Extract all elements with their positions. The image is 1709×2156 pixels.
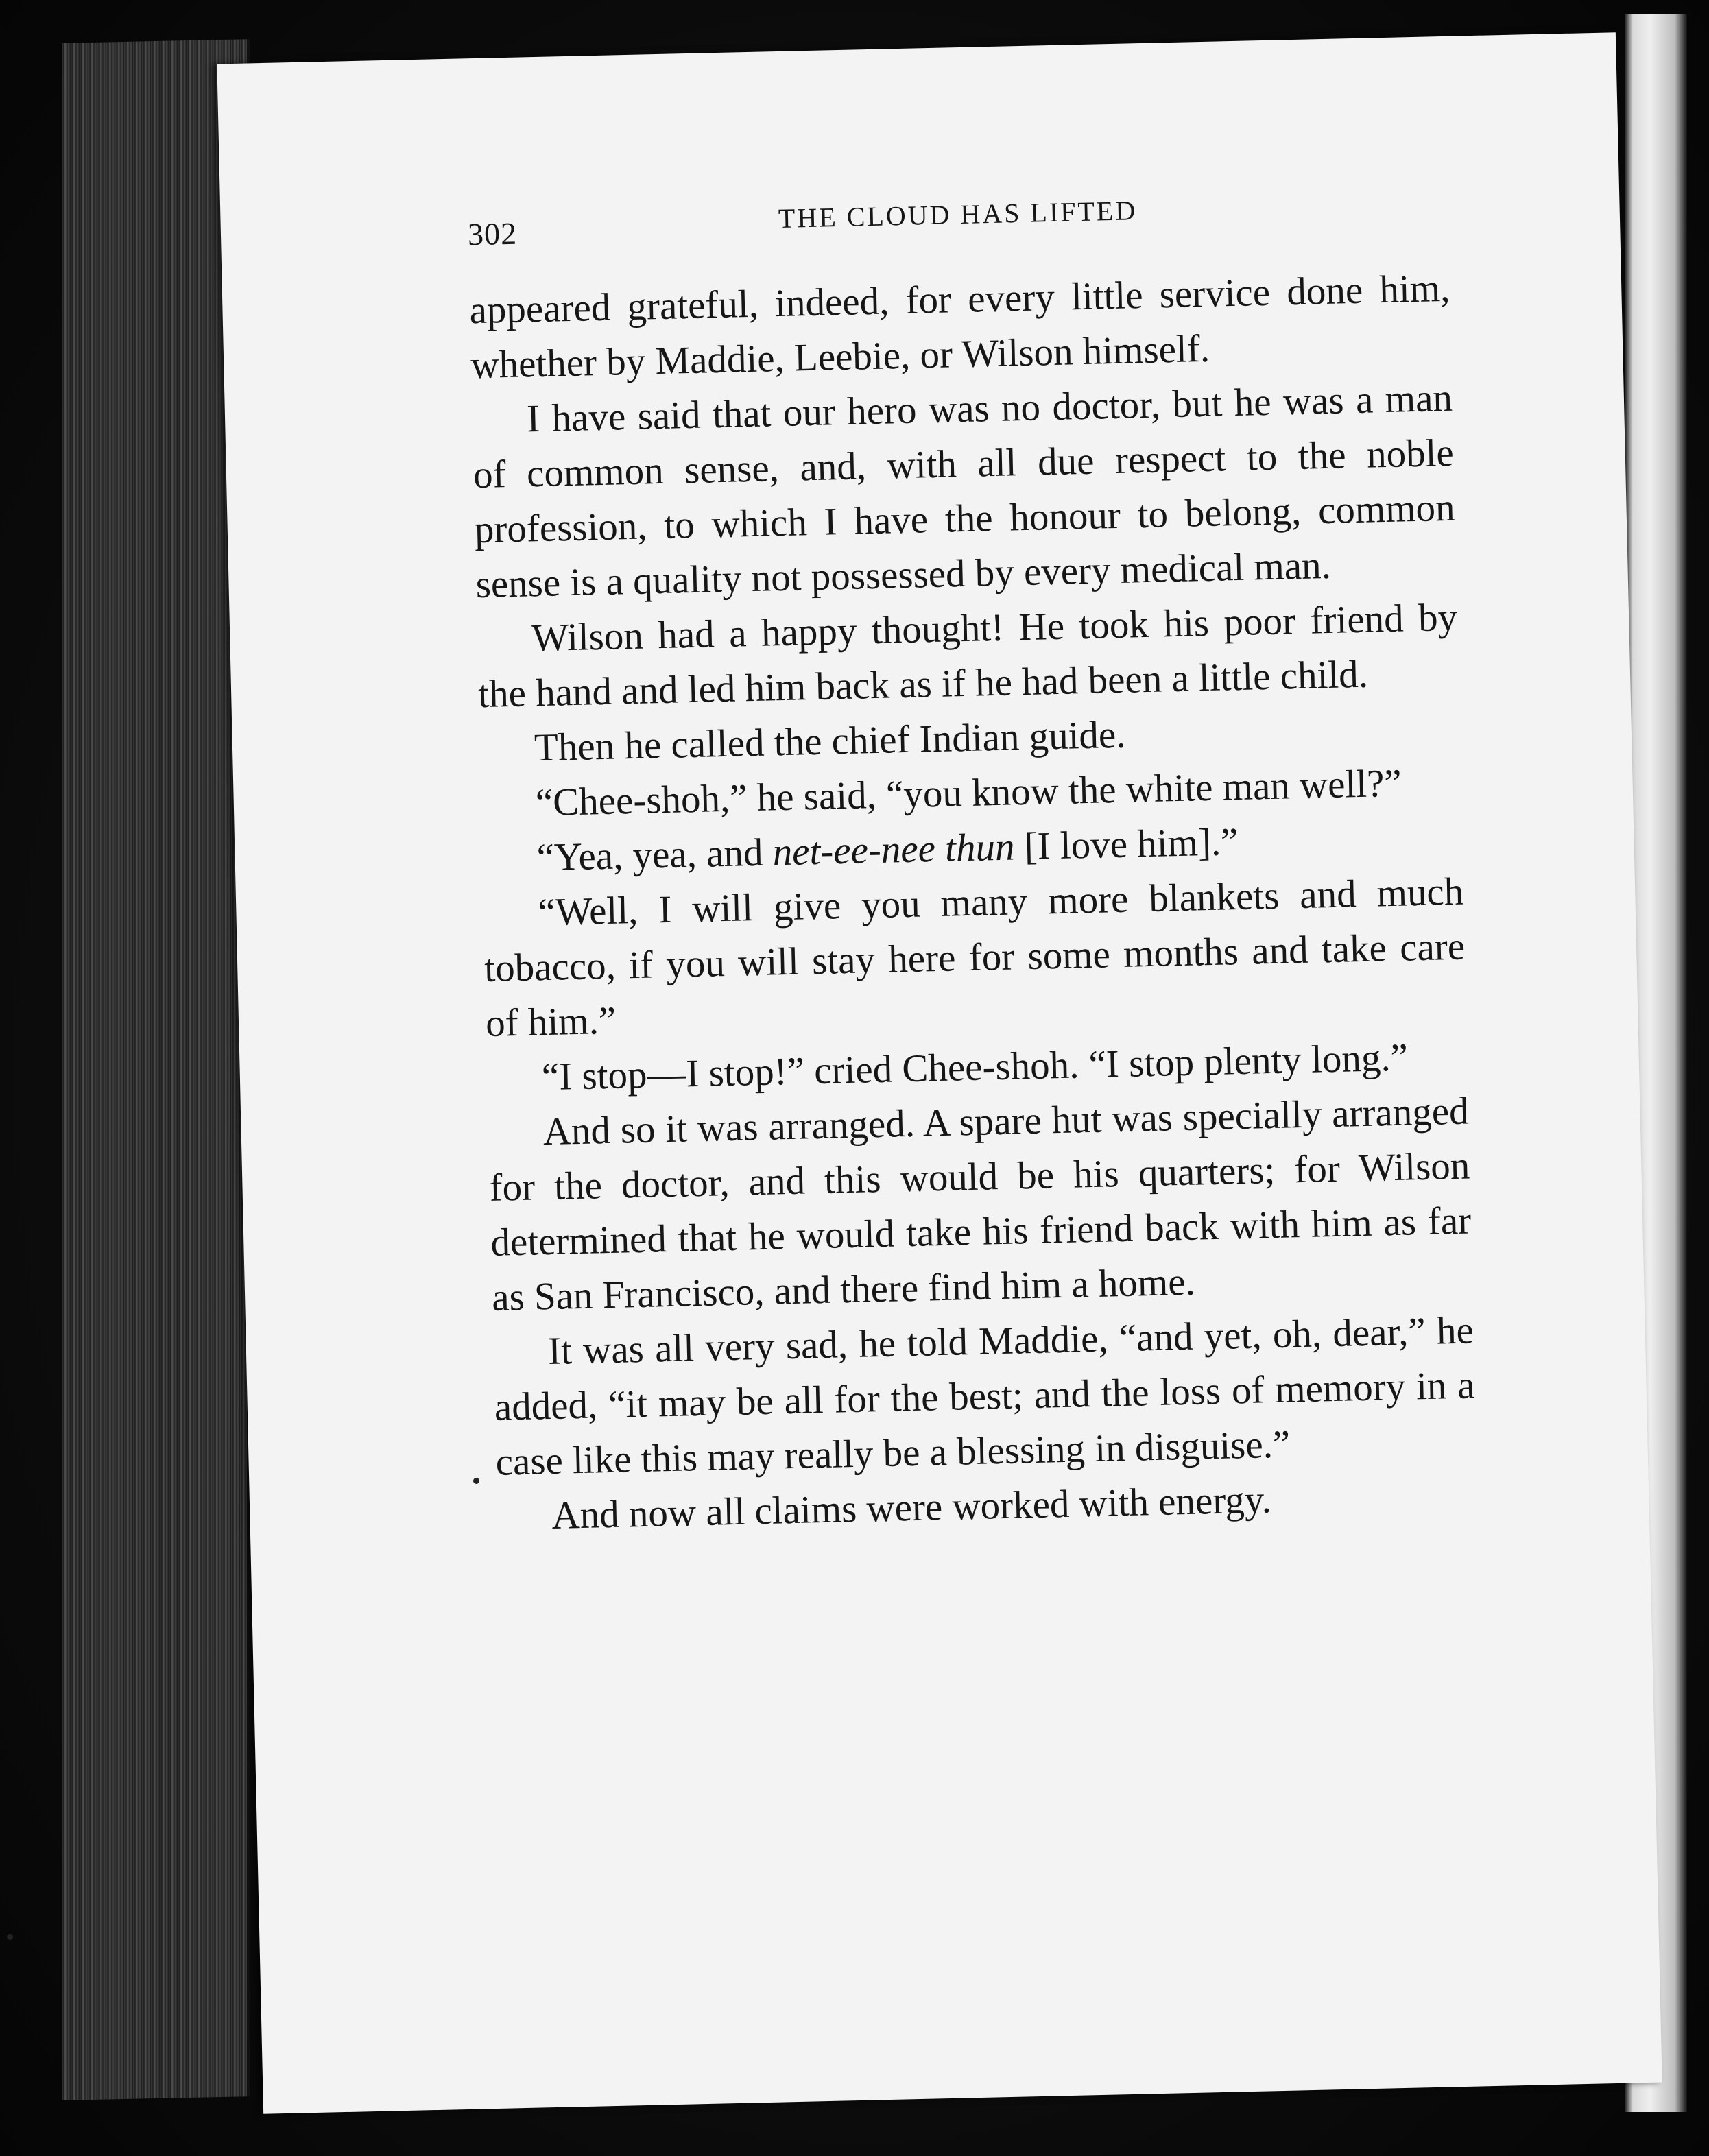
page-content <box>467 187 1478 1545</box>
paragraph: Then he called the chief Indian guide. <box>534 712 1127 770</box>
native-phrase: net-ee-nee thun <box>772 825 1016 874</box>
running-title: THE CLOUD HAS LIFTED <box>778 195 1138 235</box>
paragraph: Wilson had a happy thought! He took his poor friend by the hand and led him back as if he had been a little child. <box>477 595 1458 717</box>
page-edges-stack <box>62 39 250 2100</box>
scan-speck <box>7 1934 13 1940</box>
running-head <box>467 187 1448 264</box>
book-page <box>217 32 1662 2114</box>
dialogue-text: [I love him].” <box>1014 820 1239 869</box>
page-number: 302 <box>467 215 518 252</box>
paragraph: It was all very sad, he told Maddie, “and yet, oh, dear,” he added, “it may be all for the best; and the loss of memory in a case like this may really be a blessing in disguise.” <box>494 1308 1476 1484</box>
paragraph: appeared grateful, indeed, for every little service done him, whether by Maddie, Leebie, or Wilson himself. <box>468 266 1450 387</box>
paragraph: “Well, I will give you many more blankets and much tobacco, if you will stay here for some months and take care of him.” <box>483 870 1466 1045</box>
scan-speck <box>473 1478 479 1484</box>
paragraph: And now all claims were worked with energy. <box>551 1478 1272 1537</box>
dialogue-text: “Yea, yea, and <box>536 830 774 880</box>
paragraph: “I stop—I stop!” cried Chee-shoh. “I stop plenty long.” <box>541 1035 1409 1099</box>
paragraph: “Chee-shoh,” he said, “you know the white man well?” <box>535 761 1402 825</box>
paragraph: I have said that our hero was no doctor, but he was a man of common sense, and, with all due respect to the noble profession, to which I have the honour to belong, common sense is a quality not possessed by every medical man. <box>473 376 1456 607</box>
paragraph: And so it was arranged. A spare hut was specially arranged for the doctor, and this would be his quarters; for Wilson determined that he would take his friend back with him as far as San Francisco, and there find him a home. <box>488 1089 1472 1319</box>
